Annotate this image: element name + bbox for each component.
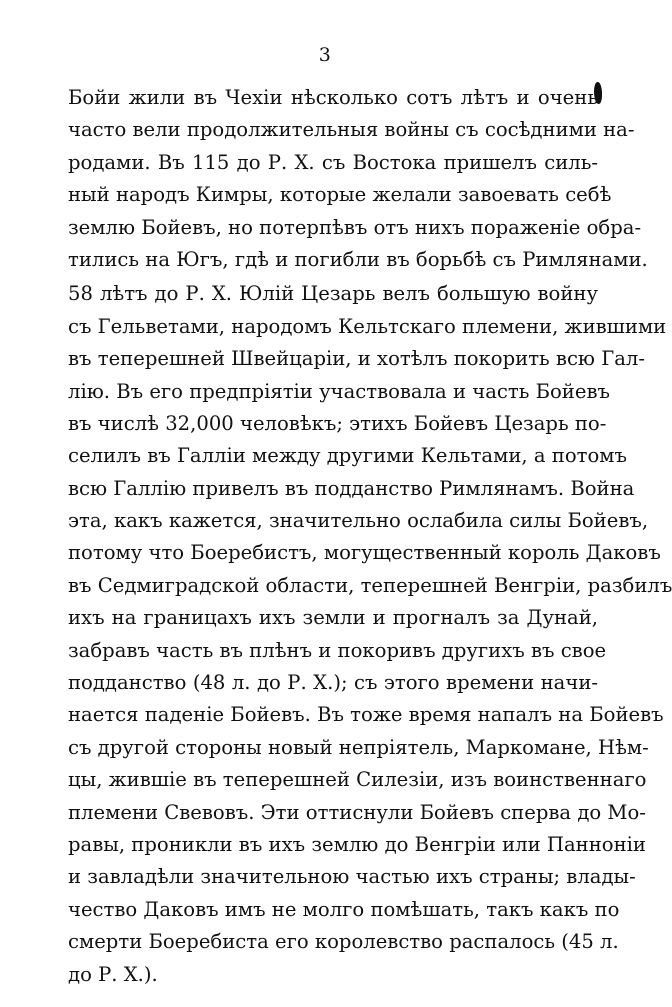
text-line: селилъ въ Галліи между другими Кельтами, а потомъ bbox=[68, 444, 627, 468]
text-line: тились на Югъ, гдѣ и погибли въ борьбѣ съ Римлянами. bbox=[68, 247, 648, 271]
paragraph-2 bbox=[68, 278, 672, 991]
text-line: съ другой стороны новый непріятель, Маркомане, Нѣм- bbox=[68, 735, 649, 759]
text-line: родами. Въ 115 до Р. Х. съ Востока пришелъ силь- bbox=[68, 150, 598, 174]
text-line: и завладѣли значительною частью ихъ страны; влады- bbox=[68, 865, 636, 889]
text-line: Бойи жили въ Чехіи нѣсколько сотъ лѣтъ и очень bbox=[68, 86, 598, 109]
text-line: въ теперешней Швейцаріи, и хотѣлъ покорить всю Гал- bbox=[68, 347, 645, 371]
text-line: подданство (48 л. до Р. Х.); съ этого времени начи- bbox=[68, 671, 598, 695]
text-line: цы, жившіе въ теперешней Силезіи, изъ воинственнаго bbox=[68, 768, 647, 792]
text-line: землю Бойевъ, но потерпѣвъ отъ нихъ пораженіе обра- bbox=[68, 215, 642, 239]
text-line: потому что Боеребистъ, могущественный король Даковъ bbox=[68, 541, 661, 565]
text-line: часто вели продолжительныя войны съ сосѣдними на- bbox=[68, 118, 635, 142]
text-line: ный народъ Кимры, которые желали завоевать себѣ bbox=[68, 183, 612, 207]
text-line: забравъ часть въ плѣнъ и покоривъ другихъ въ свое bbox=[68, 638, 607, 662]
text-line: до Р. Х.). bbox=[68, 962, 158, 986]
body-text bbox=[68, 82, 672, 991]
text-line: ихъ на границахъ ихъ земли и прогналъ за Дунай, bbox=[68, 606, 598, 630]
text-line: нается паденіе Бойевъ. Въ тоже время напалъ на Бойевъ bbox=[68, 703, 664, 727]
text-line: всю Галлію привелъ въ подданство Римлянамъ. Война bbox=[68, 476, 635, 500]
text-line: эта, какъ кажется, значительно ослабила силы Бойевъ, bbox=[68, 509, 649, 533]
paragraph-1 bbox=[68, 82, 648, 276]
page-number: 3 bbox=[318, 44, 332, 66]
text-line: въ Седмиградской области, теперешней Венгріи, разбилъ bbox=[68, 573, 672, 597]
text-line: въ числѣ 32,000 человѣкъ; этихъ Бойевъ Цезарь по- bbox=[68, 411, 607, 435]
text-line: лію. Въ его предпріятіи участвовала и часть Бойевъ bbox=[68, 379, 610, 403]
text-line: 58 лѣтъ до Р. Х. Юлій Цезарь велъ большую войну bbox=[68, 282, 598, 306]
text-line: смерти Боеребиста его королевство распалось (45 л. bbox=[68, 930, 619, 954]
text-line: чество Даковъ имъ не молго помѣшать, такъ какъ по bbox=[68, 897, 620, 921]
text-line: племени Свевовъ. Эти оттиснули Бойевъ сперва до Мо- bbox=[68, 800, 646, 824]
text-line: съ Гельветами, народомъ Кельтскаго племени, жившими bbox=[68, 314, 667, 338]
text-line: равы, проникли въ ихъ землю до Венгріи или Панноніи bbox=[68, 832, 646, 856]
